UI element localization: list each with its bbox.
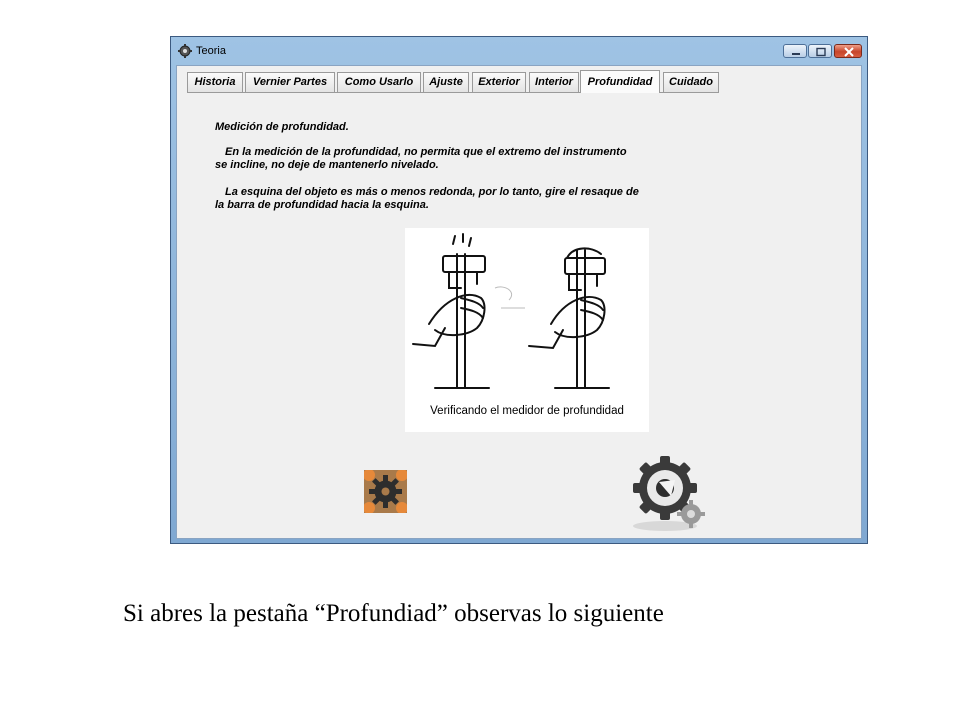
tab-como-usarlo[interactable]: Como Usarlo [337,72,421,92]
content-heading: Medición de profundidad. [215,121,349,133]
vernier-illustration [405,228,649,432]
slide-caption: Si abres la pestaña “Profundiad” observas lo siguiente [123,600,664,627]
paragraph-1-line-2: se incline, no deje de mantenerlo nivelado. [215,159,439,171]
tab-cuidado[interactable]: Cuidado [663,72,719,92]
tab-control [176,65,862,539]
figure-caption: Verificando el medidor de profundidad [430,405,624,417]
large-gear-button[interactable] [629,452,709,532]
tab-exterior[interactable]: Exterior [472,72,526,92]
tab-historia[interactable]: Historia [187,72,243,92]
title-bar[interactable] [171,37,867,65]
paragraph-1-line-1: En la medición de la profundidad, no permita que el extremo del instrumento [225,146,627,158]
close-button[interactable] [834,44,862,58]
paragraph-2-line-1: La esquina del objeto es más o menos redonda, por lo tanto, gire el resaque de [225,186,639,198]
minimize-button[interactable] [783,44,807,58]
tab-ajuste[interactable]: Ajuste [423,72,469,92]
paragraph-2-line-2: la barra de profundidad hacia la esquina. [215,199,429,211]
tab-interior[interactable]: Interior [529,72,579,92]
gear-icon [178,44,192,58]
window-title: Teoria [196,45,226,57]
close-icon [835,45,863,59]
minimize-icon [784,45,808,59]
tab-profundidad[interactable]: Profundidad [580,70,660,93]
small-gear-button[interactable] [364,470,407,513]
tab-vernier-partes[interactable]: Vernier Partes [245,72,335,92]
maximize-icon [809,45,833,59]
depth-gauge-figure [405,228,649,432]
maximize-button[interactable] [808,44,832,58]
teoria-window [170,36,868,544]
